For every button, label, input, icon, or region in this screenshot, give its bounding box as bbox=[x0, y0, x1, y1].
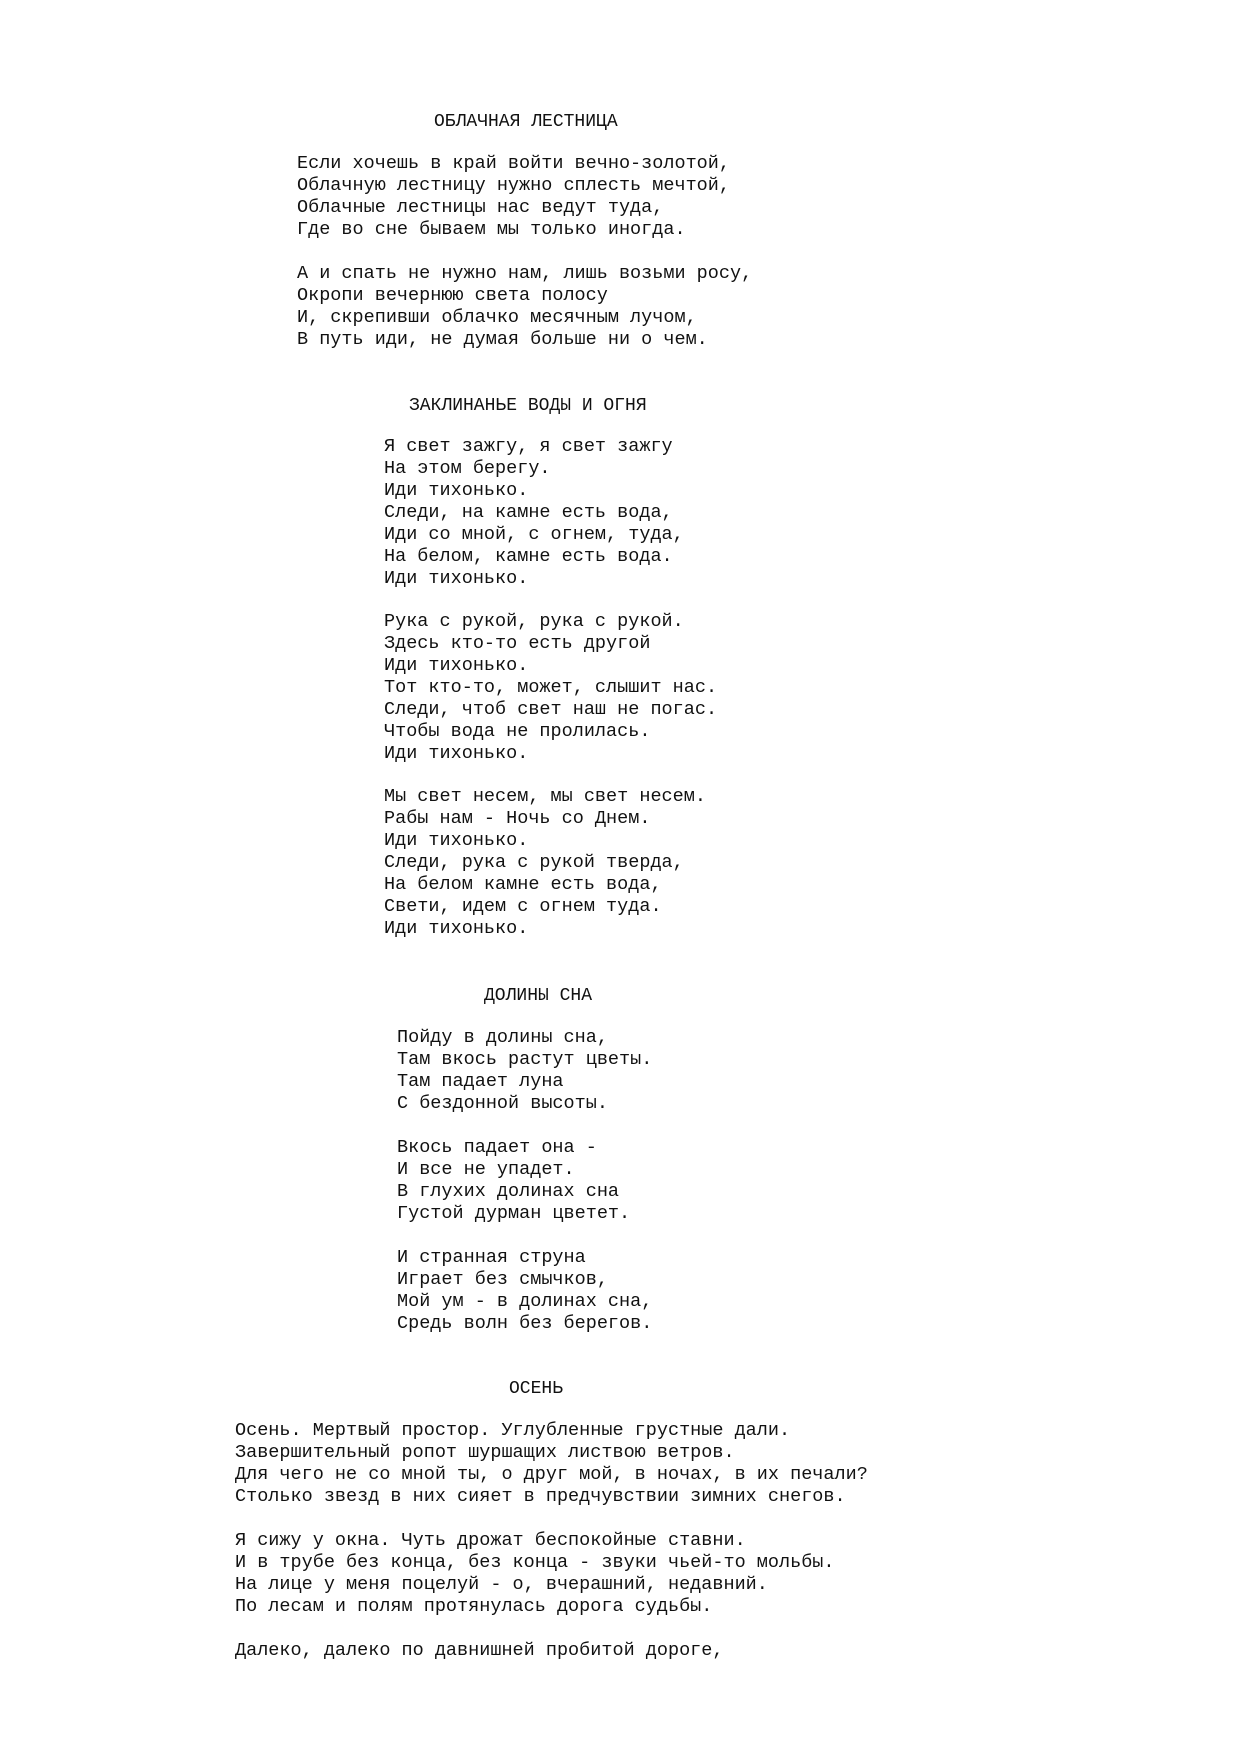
verse-line: Здесь кто-то есть другой bbox=[384, 633, 651, 654]
verse-line: Окропи вечернюю света полосу bbox=[297, 285, 608, 306]
verse-line: И, скрепивши облачко месячным лучом, bbox=[297, 307, 697, 328]
verse-line: Тот кто-то, может, слышит нас. bbox=[384, 677, 718, 698]
stanza bbox=[397, 1137, 630, 1225]
verse-line: Мой ум - в долинах сна, bbox=[397, 1291, 653, 1312]
verse-line: На белом камне есть вода, bbox=[384, 874, 662, 895]
verse-line: Свети, идем с огнем туда. bbox=[384, 896, 662, 917]
stanza bbox=[235, 1420, 868, 1508]
verse-line: Рука с рукой, рука с рукой. bbox=[384, 611, 684, 632]
verse-line: Средь волн без берегов. bbox=[397, 1313, 653, 1334]
verse-line: Густой дурман цветет. bbox=[397, 1203, 631, 1224]
verse-line: Столько звезд в них сияет в предчувствии зимних снегов. bbox=[235, 1486, 846, 1507]
verse-line: Играет без смычков, bbox=[397, 1269, 608, 1290]
verse-line: Если хочешь в край войти вечно-золотой, bbox=[297, 153, 730, 174]
verse-line: На белом, камне есть вода. bbox=[384, 546, 673, 567]
stanza bbox=[297, 153, 730, 241]
verse-line: В путь иди, не думая больше ни о чем. bbox=[297, 329, 708, 350]
verse-line: Там падает луна bbox=[397, 1071, 564, 1092]
verse-line: Я свет зажгу, я свет зажгу bbox=[384, 436, 673, 457]
verse-line: На лице у меня поцелуй - о, вчерашний, недавний. bbox=[235, 1574, 768, 1595]
stanza bbox=[297, 263, 752, 351]
verse-line: Далеко, далеко по давнишней пробитой дороге, bbox=[235, 1640, 724, 1661]
verse-line: Иди тихонько. bbox=[384, 743, 529, 764]
verse-line: Иди тихонько. bbox=[384, 568, 529, 589]
verse-line: Завершительный ропот шуршащих листвою ветров. bbox=[235, 1442, 735, 1463]
verse-line: Вкось падает она - bbox=[397, 1137, 597, 1158]
verse-line: Иди тихонько. bbox=[384, 918, 529, 939]
stanza bbox=[397, 1027, 652, 1115]
stanza bbox=[384, 786, 706, 940]
verse-line: И странная струна bbox=[397, 1247, 586, 1268]
verse-line: На этом берегу. bbox=[384, 458, 551, 479]
verse-line: Облачные лестницы нас ведут туда, bbox=[297, 197, 664, 218]
verse-line: Рабы нам - Ночь со Днем. bbox=[384, 808, 651, 829]
poem-title: ОСЕНЬ bbox=[509, 1379, 564, 1399]
verse-line: Иди тихонько. bbox=[384, 830, 529, 851]
verse-line: Следи, рука с рукой тверда, bbox=[384, 852, 684, 873]
verse-line: Для чего не со мной ты, о друг мой, в ночах, в их печали? bbox=[235, 1464, 868, 1485]
verse-line: Следи, чтоб свет наш не погас. bbox=[384, 699, 718, 720]
verse-line: Иди тихонько. bbox=[384, 655, 529, 676]
verse-line: Пойду в долины сна, bbox=[397, 1027, 608, 1048]
stanza bbox=[235, 1640, 723, 1662]
stanza bbox=[235, 1530, 835, 1618]
verse-line: С бездонной высоты. bbox=[397, 1093, 608, 1114]
verse-line: А и спать не нужно нам, лишь возьми росу, bbox=[297, 263, 753, 284]
verse-line: Иди со мной, с огнем, туда, bbox=[384, 524, 684, 545]
verse-line: И в трубе без конца, без конца - звуки чьей-то мольбы. bbox=[235, 1552, 835, 1573]
stanza bbox=[384, 611, 717, 765]
verse-line: Следи, на камне есть вода, bbox=[384, 502, 673, 523]
verse-line: И все не упадет. bbox=[397, 1159, 575, 1180]
verse-line: Иди тихонько. bbox=[384, 480, 529, 501]
verse-line: Там вкось растут цветы. bbox=[397, 1049, 653, 1070]
verse-line: Осень. Мертвый простор. Углубленные грустные дали. bbox=[235, 1420, 791, 1441]
stanza bbox=[397, 1247, 652, 1335]
verse-line: Где во сне бываем мы только иногда. bbox=[297, 219, 686, 240]
verse-line: В глухих долинах сна bbox=[397, 1181, 620, 1202]
verse-line: Мы свет несем, мы свет несем. bbox=[384, 786, 706, 807]
poem-title: ЗАКЛИНАНЬЕ ВОДЫ И ОГНЯ bbox=[409, 396, 647, 416]
verse-line: Облачную лестницу нужно сплесть мечтой, bbox=[297, 175, 730, 196]
poem-title: ДОЛИНЫ СНА bbox=[484, 986, 593, 1006]
verse-line: По лесам и полям протянулась дорога судьбы. bbox=[235, 1596, 713, 1617]
poem-title: ОБЛАЧНАЯ ЛЕСТНИЦА bbox=[434, 112, 618, 132]
verse-line: Я сижу у окна. Чуть дрожат беспокойные ставни. bbox=[235, 1530, 746, 1551]
stanza bbox=[384, 436, 684, 590]
verse-line: Чтобы вода не пролилась. bbox=[384, 721, 651, 742]
